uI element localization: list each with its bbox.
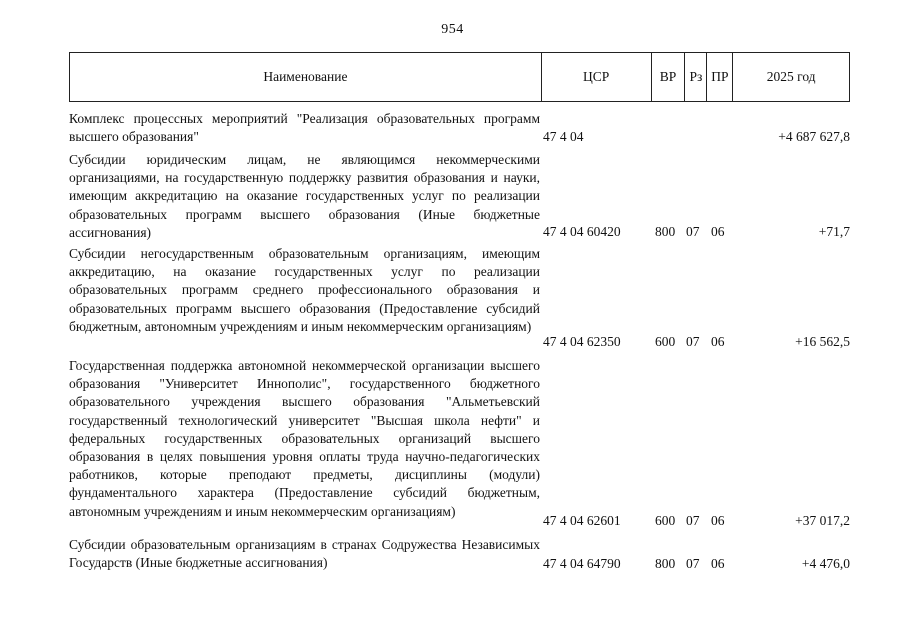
table-row <box>69 151 850 242</box>
row-name: Субсидии негосударственным образовательным организациям, имеющим аккредитацию, на оказание государственных услуг по реализации образовательных программ среднего профессионального образования и образовательных программ высшего образования (Предоставление субсидий бюджетным, автономным учреждениям и иным некоммерческим организациям) <box>69 246 540 334</box>
row-vr: 800 <box>655 224 676 239</box>
row-name: Субсидии юридическим лицам, не являющимся некоммерческими организациями, на государственную поддержку развития образования и науки, имеющим аккредитацию на оказание государственных услуг по реализации образовательных программ высшего образования (Иные бюджетные ассигнования) <box>69 152 540 240</box>
row-vr: 800 <box>655 556 676 571</box>
header-name: Наименование <box>70 53 542 101</box>
table-row <box>69 245 850 354</box>
row-sum: +16 562,5 <box>795 334 850 349</box>
row-rz: 07 <box>686 224 700 239</box>
row-name: Субсидии образовательным организациям в странах Содружества Независимых Государств (Иные бюджетные ассигнования) <box>69 537 540 571</box>
row-csr: 47 4 04 60420 <box>543 224 621 239</box>
header-year: 2025 год <box>766 69 816 84</box>
row-csr: 47 4 04 62350 <box>543 334 621 349</box>
row-rz: 07 <box>686 513 700 528</box>
row-sum: +71,7 <box>818 224 850 239</box>
row-sum: +4 476,0 <box>801 556 850 571</box>
table-row <box>69 357 850 529</box>
row-csr: 47 4 04 62601 <box>543 513 621 528</box>
row-pr: 06 <box>711 513 725 528</box>
table-header <box>69 52 850 102</box>
row-pr: 06 <box>711 224 725 239</box>
header-pr: ПР <box>707 53 733 101</box>
row-sum: +37 017,2 <box>795 513 850 528</box>
row-csr: 47 4 04 <box>543 129 584 144</box>
row-vr: 600 <box>655 513 676 528</box>
row-pr: 06 <box>711 556 725 571</box>
table-row <box>69 536 850 574</box>
page-number: 954 <box>441 22 464 37</box>
row-rz: 07 <box>686 556 700 571</box>
row-rz: 07 <box>686 334 700 349</box>
header-vr: ВР <box>652 53 686 101</box>
row-name: Государственная поддержка автономной некоммерческой организации высшего образования "Университет Иннополис", государственного бюджетного образовательного учреждения высшего образования "Альметьевский государственный технологический университет "Высшая школа нефти" и федеральных государственных образовательных организаций высшего образования в целях повышения уровня оплаты труда научно-педагогических работников, которые преподают предметы, дисциплины (модули) фундаментального характера (Предоставление субсидий бюджетным, автономным учреждениям и иным некоммерческим организациям) <box>69 358 540 519</box>
header-csr: ЦСР <box>542 53 652 101</box>
header-rz: Рз <box>685 53 707 101</box>
row-vr: 600 <box>655 334 676 349</box>
row-pr: 06 <box>711 334 725 349</box>
row-sum: +4 687 627,8 <box>778 129 850 144</box>
table-row <box>69 110 850 146</box>
row-csr: 47 4 04 64790 <box>543 556 621 571</box>
row-name: Комплекс процессных мероприятий "Реализация образовательных программ высшего образования" <box>69 111 540 145</box>
